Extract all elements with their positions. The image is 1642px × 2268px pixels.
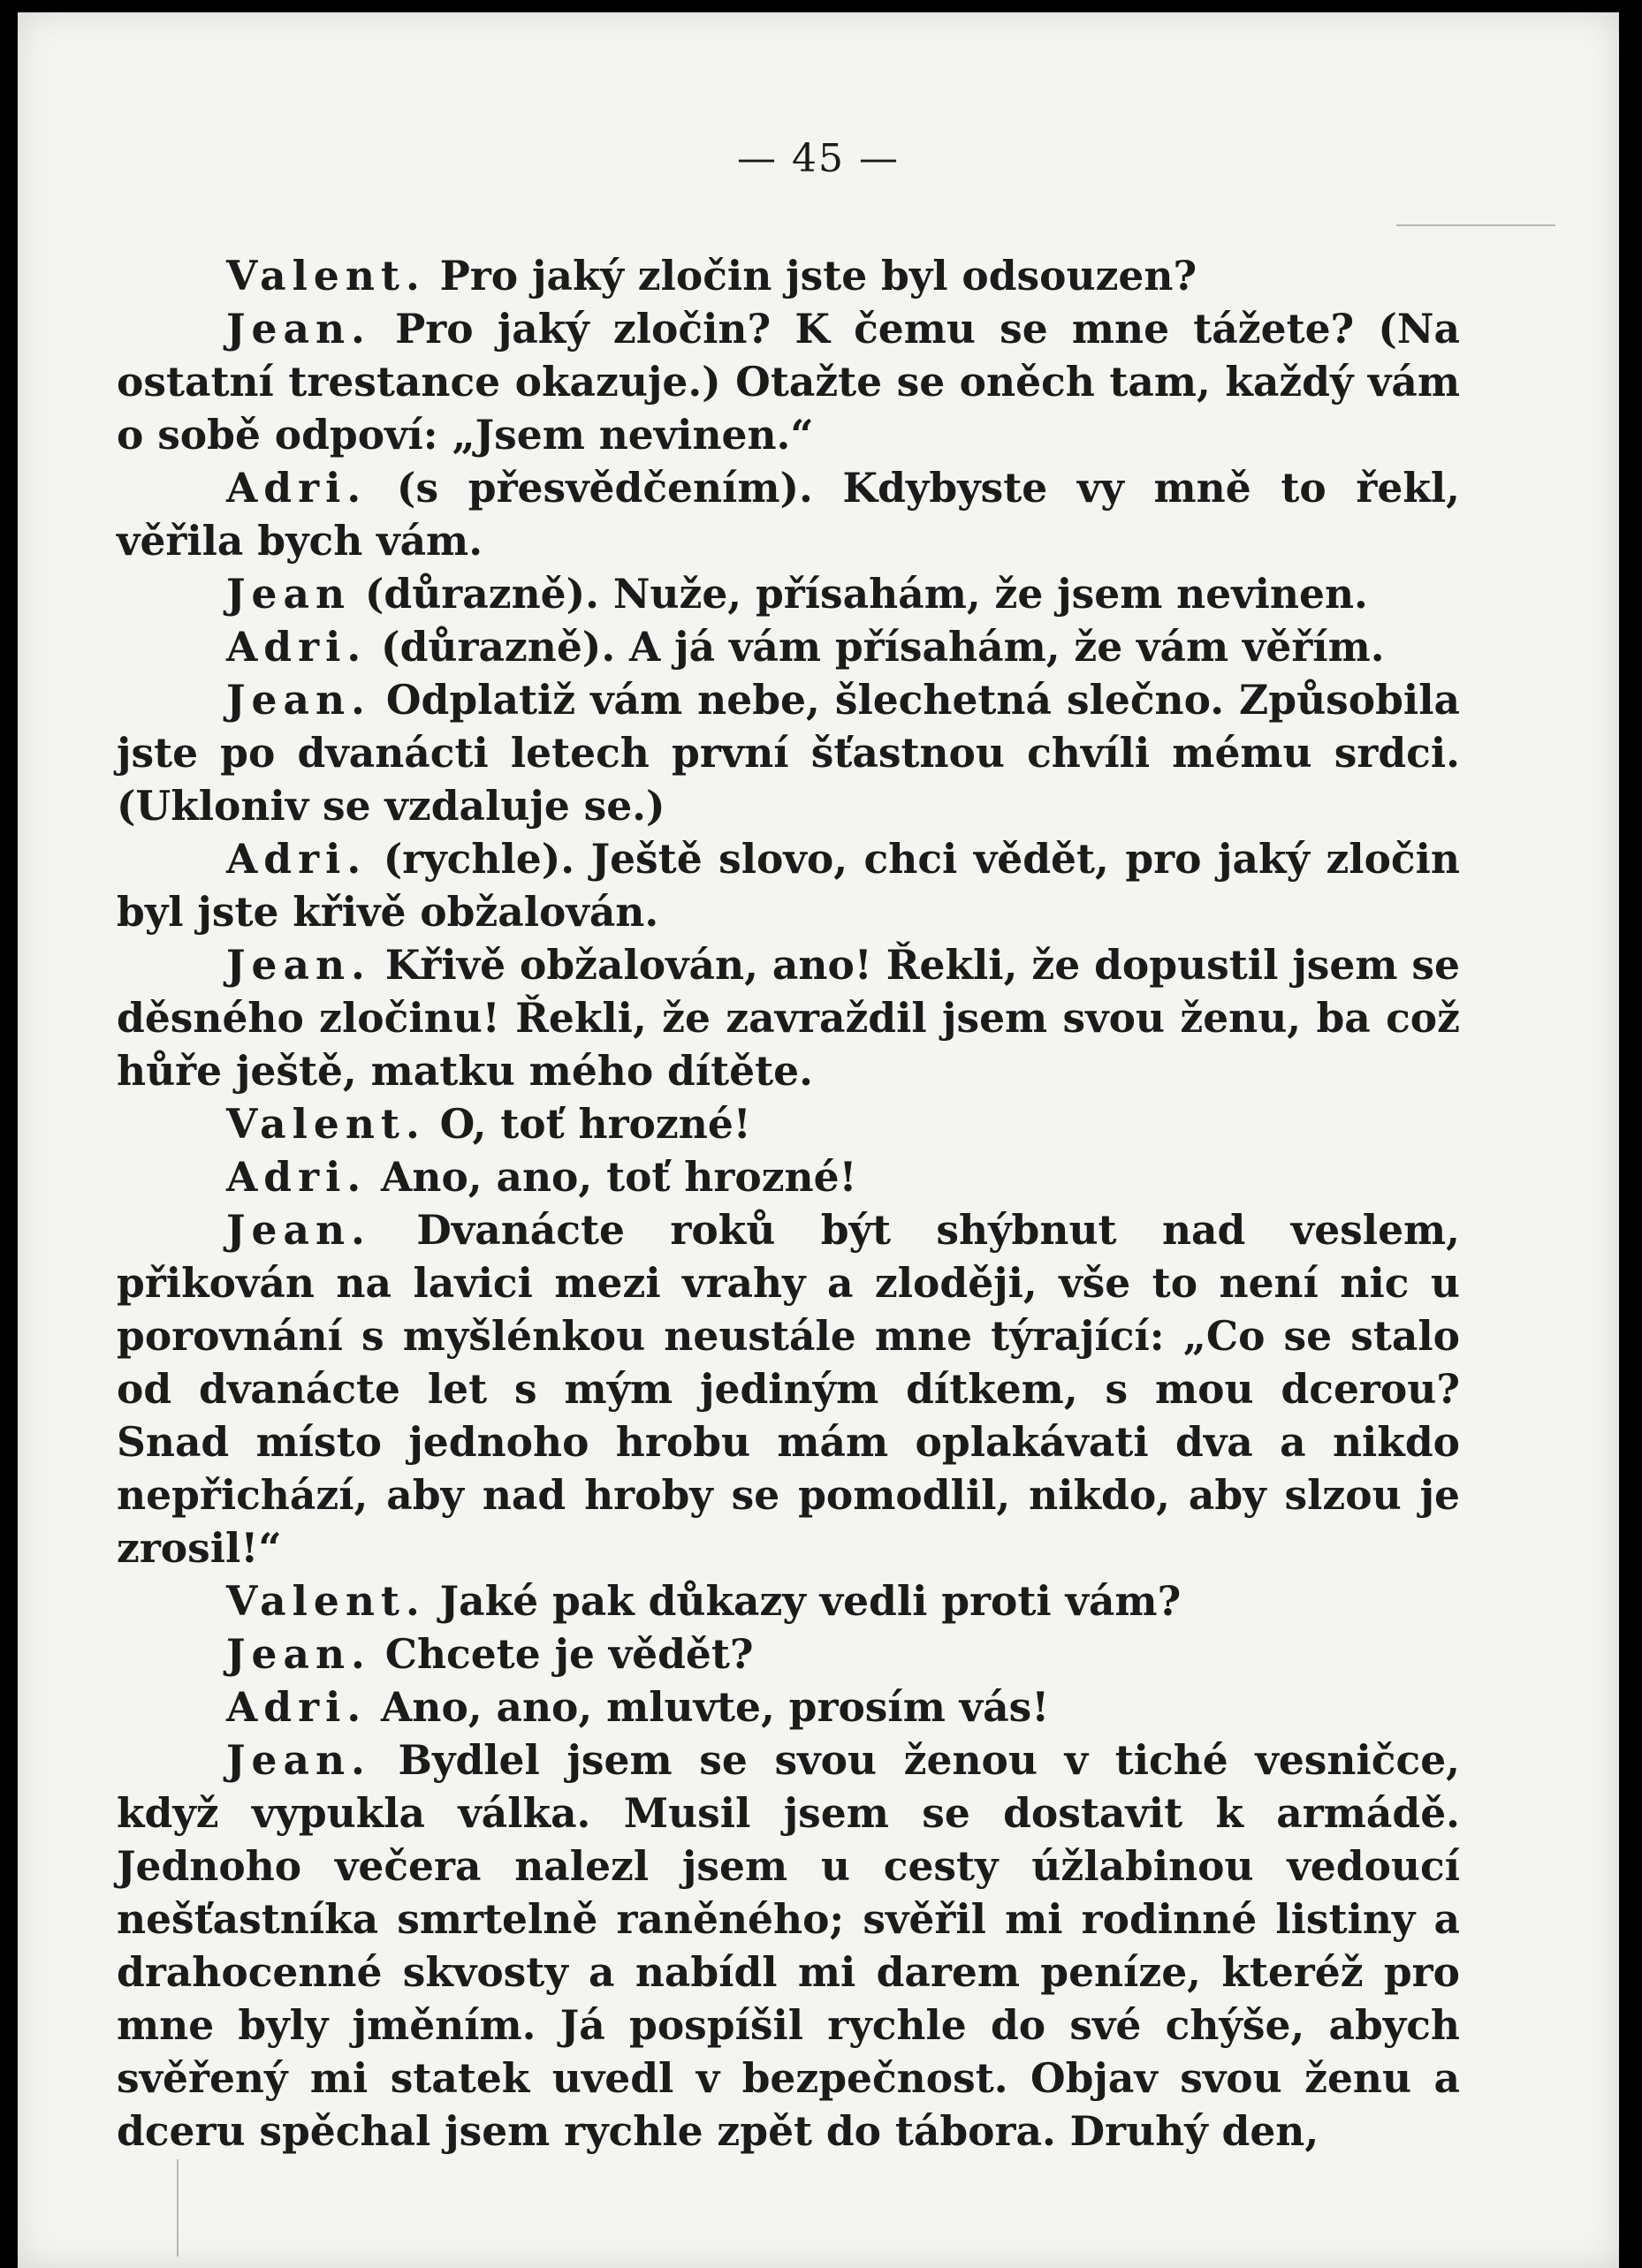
speaker-name: Adri. bbox=[226, 464, 368, 512]
speaker-name: Jean bbox=[226, 570, 352, 618]
speaker-name: Jean. bbox=[226, 1630, 371, 1678]
speaker-name: Valent. bbox=[226, 1577, 426, 1625]
paragraph-text: (rychle). Ještě slovo, chci vědět, pro jaký zločin byl jste křivě obžalován. bbox=[117, 835, 1460, 936]
paragraph-text: Jaké pak důkazy vedli proti vám? bbox=[425, 1577, 1182, 1625]
paragraph-text: Pro jaký zločin? K čemu se mne tážete? (Na ostatní trestance okazuje.) Otažte se oněch tam, každý vám o sobě odpoví: „Jsem nevinen.“ bbox=[117, 305, 1460, 459]
speaker-name: Adri. bbox=[226, 835, 368, 883]
speaker-name: Valent. bbox=[226, 1100, 426, 1148]
scan-edge bbox=[1619, 0, 1642, 2268]
page-number: — 45 — bbox=[737, 136, 900, 181]
paragraph-text: Bydlel jsem se svou ženou v tiché vesničce, když vypukla válka. Musil jsem se dostavit k armádě. Jednoho večera nalezl jsem u cesty úžlabinou vedoucí nešťastníka smrtelně raněného; svěřil mi rodinné listiny a drahocenné skvosty a nabídl mi darem peníze, kteréž pro mne byly jměním. Já pospíšil rychle do své chýše, abych svěřený mi statek uvedl v bezpečnost. Objav svou ženu a dceru spěchal jsem rychle zpět do tábora. Druhý den, bbox=[117, 1736, 1460, 2155]
paragraph-text: Pro jaký zločin jste byl odsouzen? bbox=[425, 252, 1197, 300]
paragraph-text: (s přesvědčením). Kdybyste vy mně to řekl, věřila bych vám. bbox=[117, 464, 1460, 565]
print-smudge bbox=[1396, 224, 1555, 226]
paragraph bbox=[117, 938, 1460, 1097]
speaker-name: Jean. bbox=[226, 676, 371, 724]
paragraph-text: (důrazně). Nuže, přísahám, že jsem nevinen. bbox=[351, 570, 1368, 618]
paragraph-text: Dvanácte roků být shýbnut nad veslem, přikován na lavici mezi vrahy a zloději, vše to není nic u porovnání s myšlénkou neustále mne týrající: „Co se stalo od dvanácte let s mým jediným dítkem, s mou dcerou? Snad místo jednoho hrobu mám oplakávati dva a nikdo nepřichází, aby nad hroby se pomodlil, nikdo, aby slzou je zrosil!“ bbox=[117, 1206, 1460, 1572]
paragraph bbox=[117, 1680, 1460, 1733]
paragraph-text: Chcete je vědět? bbox=[370, 1630, 754, 1678]
paragraph bbox=[117, 1733, 1460, 2158]
book-page bbox=[18, 12, 1619, 2268]
paragraph bbox=[117, 1574, 1460, 1627]
paragraph bbox=[117, 1627, 1460, 1680]
paragraph bbox=[117, 567, 1460, 620]
paragraph bbox=[117, 1097, 1460, 1150]
speaker-name: Adri. bbox=[226, 1153, 368, 1201]
paragraph-text: O, toť hrozné! bbox=[425, 1100, 751, 1148]
paragraph bbox=[117, 832, 1460, 938]
paragraph-text: Ano, ano, toť hrozné! bbox=[367, 1153, 857, 1201]
speaker-name: Jean. bbox=[226, 941, 371, 989]
paragraph bbox=[117, 249, 1460, 302]
speaker-name: Adri. bbox=[226, 623, 368, 671]
paragraph bbox=[117, 673, 1460, 832]
paragraph-text: (důrazně). A já vám přísahám, že vám věřím. bbox=[367, 623, 1385, 671]
speaker-name: Valent. bbox=[226, 252, 426, 300]
paragraph bbox=[117, 620, 1460, 673]
speaker-name: Adri. bbox=[226, 1683, 368, 1731]
paragraph bbox=[117, 1150, 1460, 1203]
dialogue-text bbox=[117, 249, 1460, 2158]
paragraph bbox=[117, 461, 1460, 567]
paragraph-text: Ano, ano, mluvte, prosím vás! bbox=[367, 1683, 1050, 1731]
print-smudge bbox=[177, 2159, 179, 2257]
speaker-name: Jean. bbox=[226, 305, 371, 353]
speaker-name: Jean. bbox=[226, 1736, 371, 1784]
paragraph-text: Křivě obžalován, ano! Řekli, že dopustil jsem se děsného zločinu! Řekli, že zavraždil jsem svou ženu, ba což hůře ještě, matku mého dítěte. bbox=[117, 941, 1460, 1095]
paragraph bbox=[117, 1203, 1460, 1574]
paragraph-text: Odplatiž vám nebe, šlechetná slečno. Způsobila jste po dvanácti letech první šťastnou chvíli mému srdci. (Ukloniv se vzdaluje se.) bbox=[117, 676, 1460, 830]
speaker-name: Jean. bbox=[226, 1206, 371, 1254]
paragraph bbox=[117, 302, 1460, 461]
